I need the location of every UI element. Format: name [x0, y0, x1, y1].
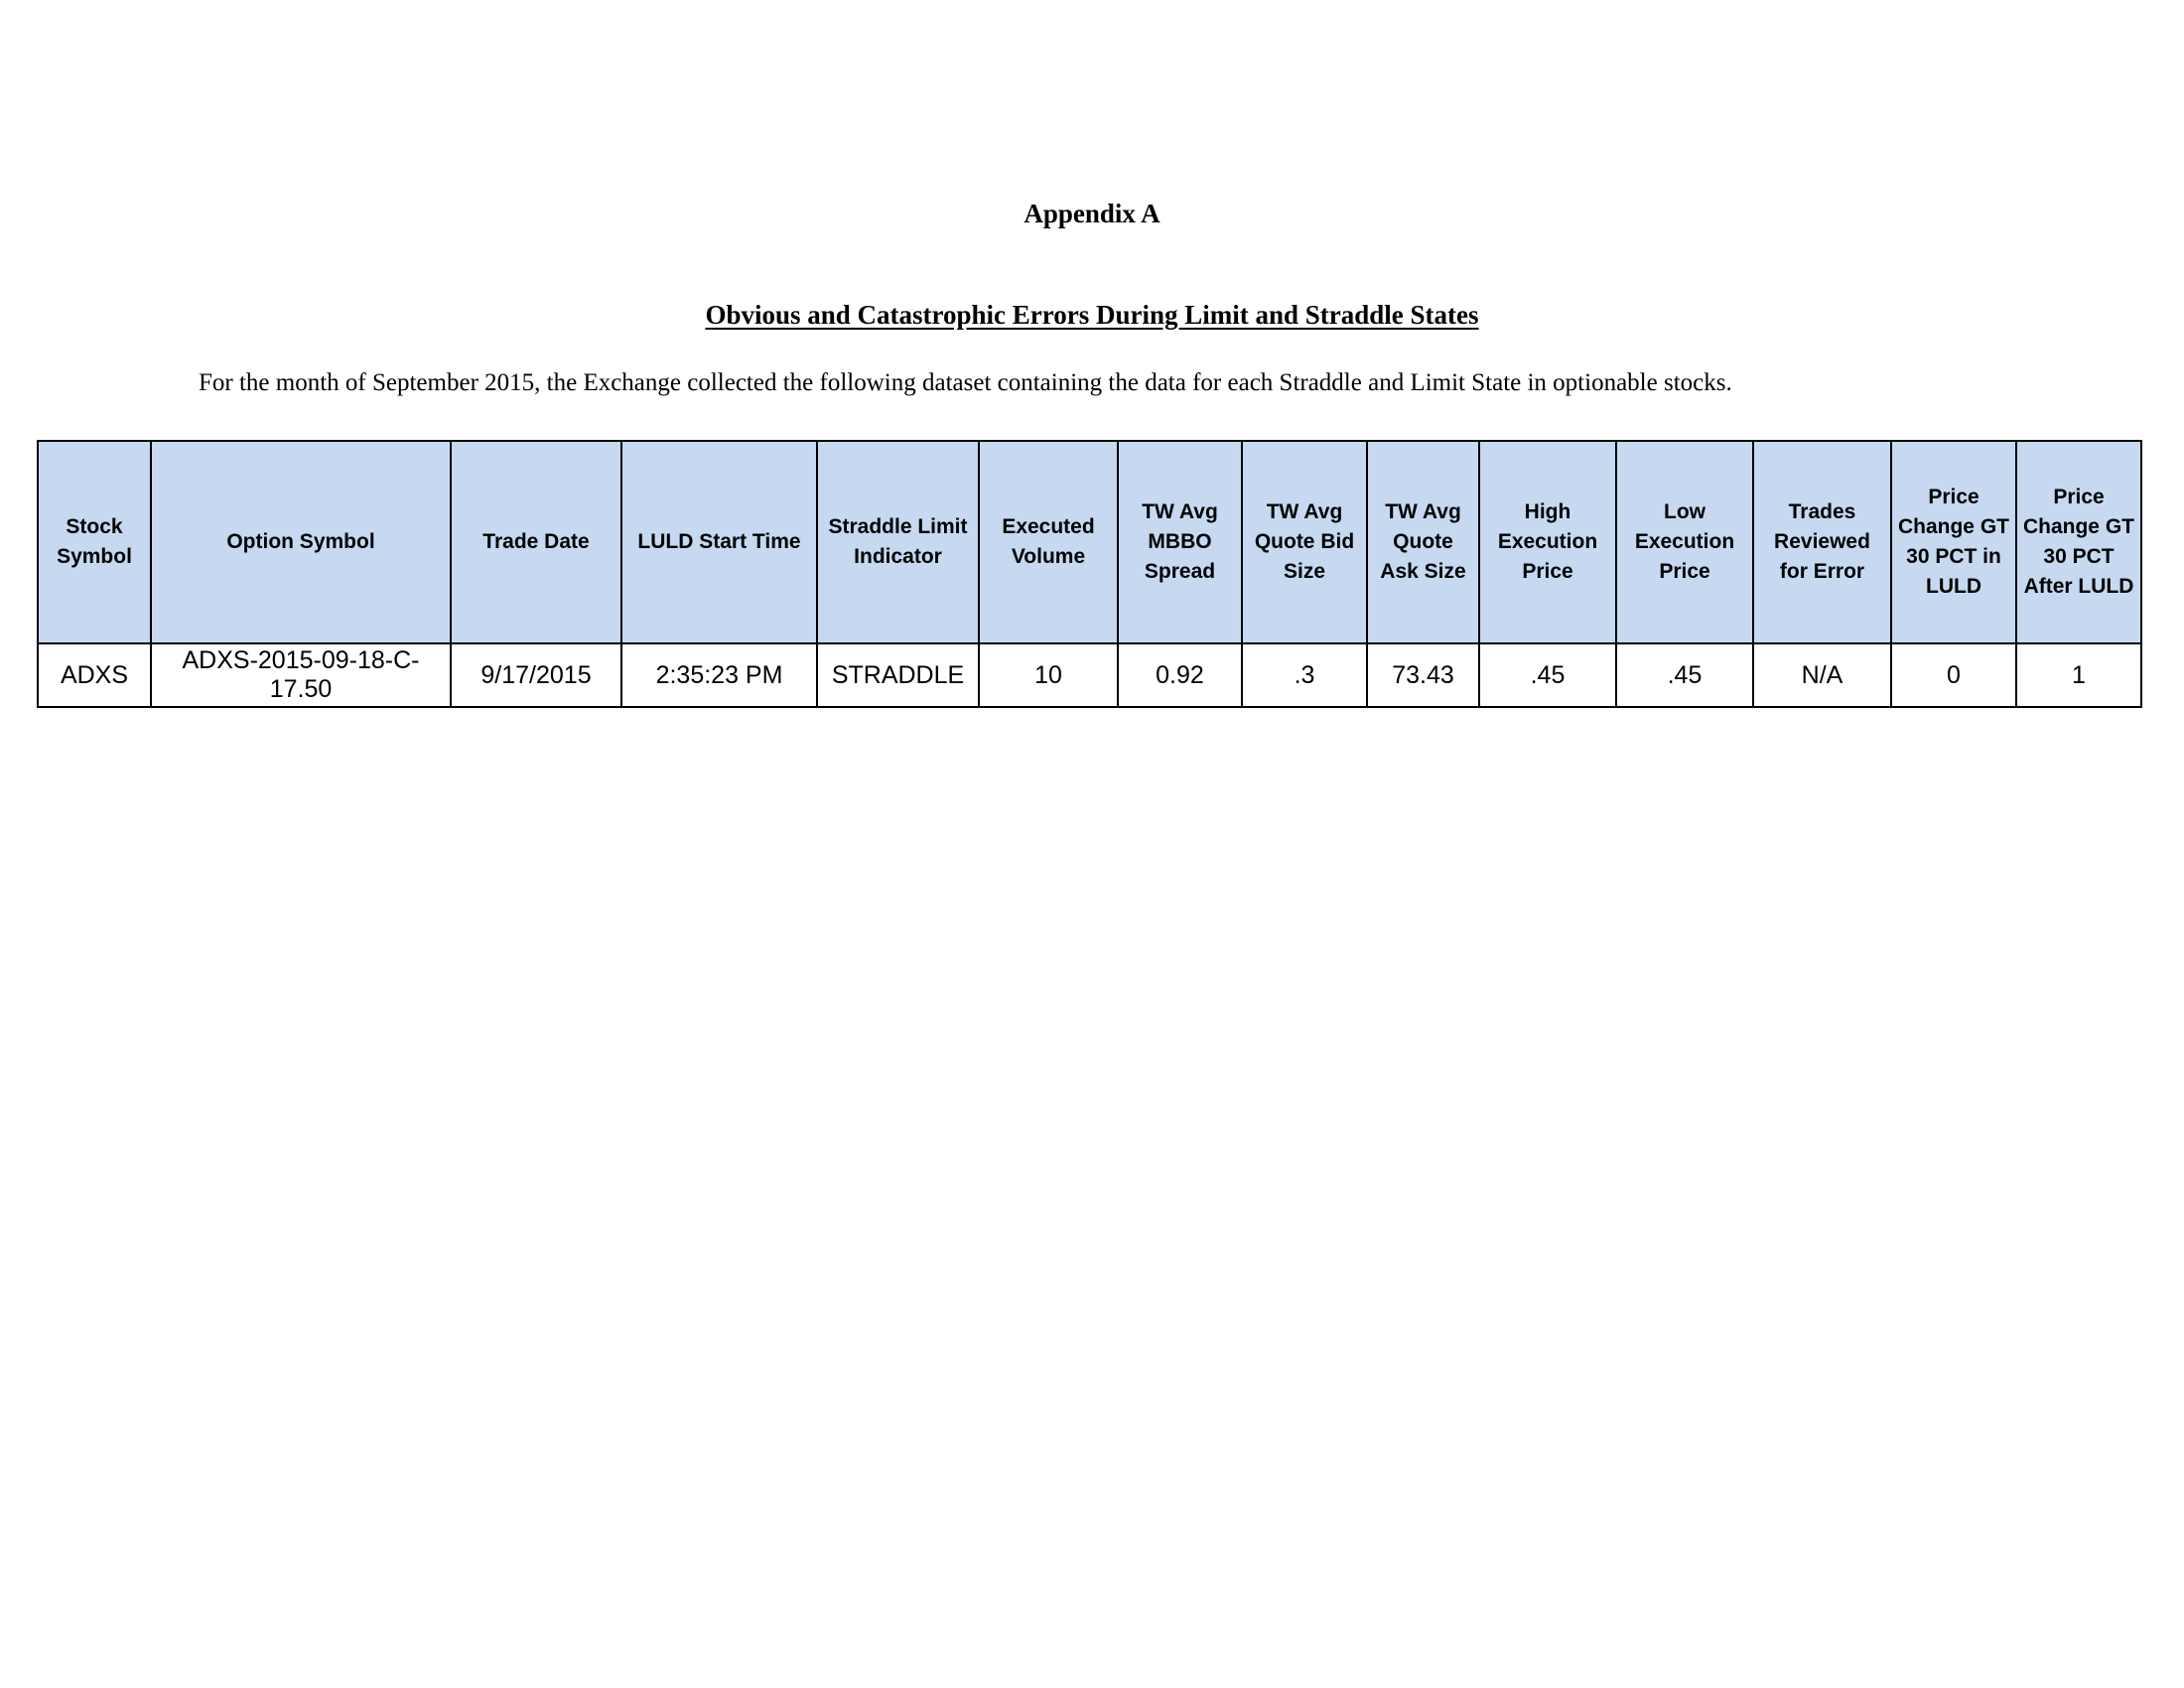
cell-stock-symbol: ADXS [38, 643, 151, 707]
header-low-execution-price: Low Execution Price [1616, 441, 1753, 643]
table-row [38, 643, 2141, 707]
header-tw-avg-mbbo-spread: TW Avg MBBO Spread [1118, 441, 1242, 643]
appendix-heading: Appendix A [1024, 199, 1160, 228]
cell-tw-avg-mbbo-spread: 0.92 [1118, 643, 1242, 707]
header-trades-reviewed-for-error: Trades Reviewed for Error [1753, 441, 1891, 643]
cell-trade-date: 9/17/2015 [451, 643, 621, 707]
cell-straddle-limit-indicator: STRADDLE [817, 643, 979, 707]
header-trade-date: Trade Date [451, 441, 621, 643]
cell-high-execution-price: .45 [1479, 643, 1616, 707]
header-option-symbol: Option Symbol [151, 441, 451, 643]
cell-price-change-after-luld: 1 [2016, 643, 2141, 707]
section-title: Obvious and Catastrophic Errors During Limit and Straddle States [705, 300, 1479, 330]
cell-price-change-in-luld: 0 [1891, 643, 2016, 707]
cell-executed-volume: 10 [979, 643, 1118, 707]
intro-paragraph: For the month of September 2015, the Exchange collected the following dataset containing the data for each Straddle and Limit State in optionable stocks. [199, 369, 1732, 396]
header-luld-start-time: LULD Start Time [621, 441, 817, 643]
cell-trades-reviewed-for-error: N/A [1753, 643, 1891, 707]
cell-tw-avg-quote-bid-size: .3 [1242, 643, 1367, 707]
cell-option-symbol: ADXS-2015-09-18-C-17.50 [151, 643, 451, 707]
header-tw-avg-quote-bid-size: TW Avg Quote Bid Size [1242, 441, 1367, 643]
header-straddle-limit-indicator: Straddle Limit Indicator [817, 441, 979, 643]
header-stock-symbol: Stock Symbol [38, 441, 151, 643]
header-price-change-after-luld: Price Change GT 30 PCT After LULD [2016, 441, 2141, 643]
luld-data-table [37, 440, 2142, 708]
header-price-change-in-luld: Price Change GT 30 PCT in LULD [1891, 441, 2016, 643]
cell-tw-avg-quote-ask-size: 73.43 [1367, 643, 1479, 707]
cell-low-execution-price: .45 [1616, 643, 1753, 707]
header-high-execution-price: High Execution Price [1479, 441, 1616, 643]
header-executed-volume: Executed Volume [979, 441, 1118, 643]
cell-luld-start-time: 2:35:23 PM [621, 643, 817, 707]
table-header-row [38, 441, 2141, 643]
header-tw-avg-quote-ask-size: TW Avg Quote Ask Size [1367, 441, 1479, 643]
